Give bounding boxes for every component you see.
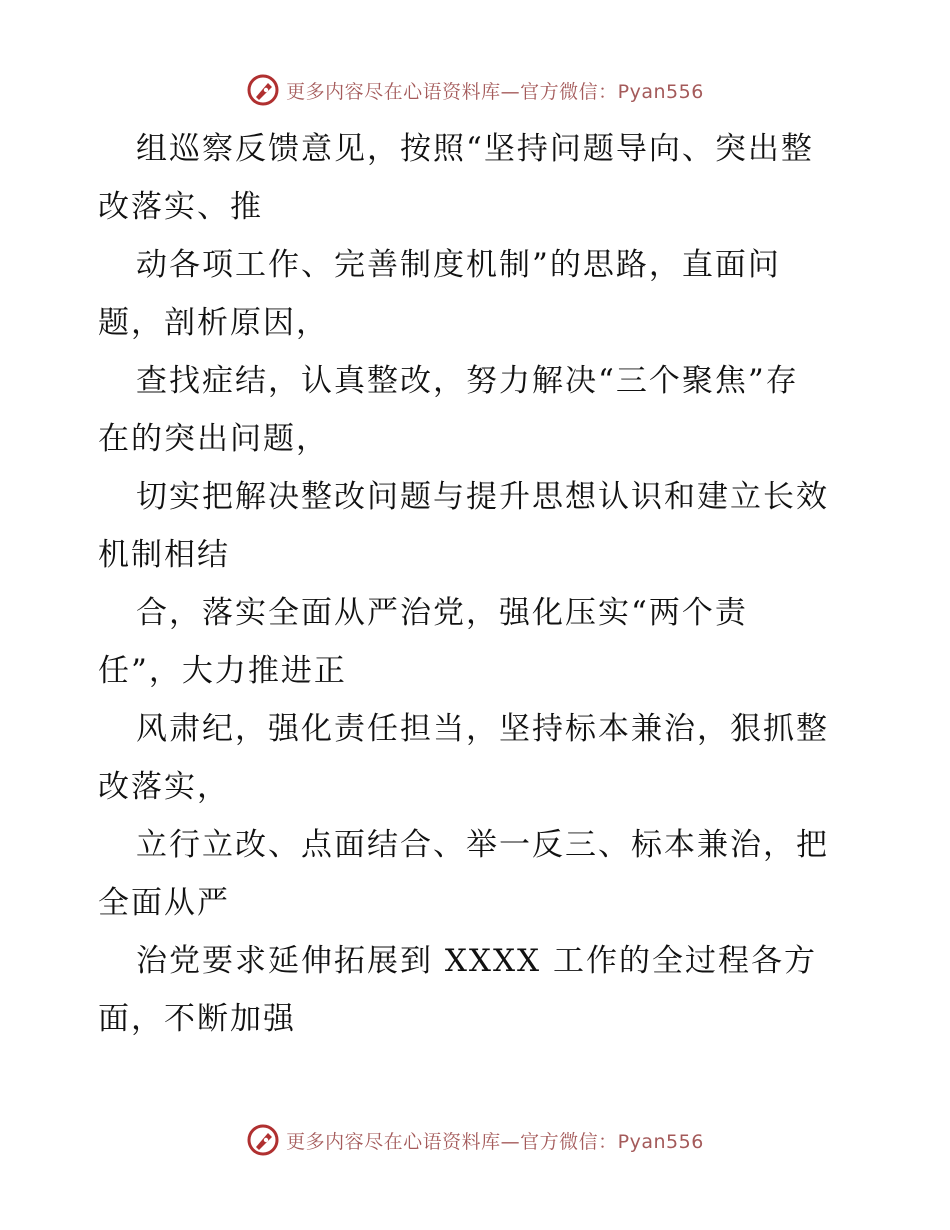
- pen-nib-seal-icon: [246, 1123, 280, 1157]
- text-line: 合，落实全面从严治党，强化压实“两个责: [136, 595, 748, 631]
- text-line: 组巡察反馈意见，按照“坚持问题导向、突出整: [136, 131, 814, 167]
- text-line: 任”，大力推进正: [98, 653, 347, 689]
- text-line: 改落实、推: [98, 189, 263, 225]
- text-line: 治党要求延伸拓展到 XXXX 工作的全过程各方: [136, 943, 817, 979]
- text-line: 改落实，: [98, 769, 230, 805]
- text-line: 题，剖析原因，: [98, 305, 329, 341]
- text-line: 查找症结，认真整改，努力解决“三个聚焦”存: [136, 363, 799, 399]
- pen-nib-seal-icon: [246, 73, 280, 107]
- text-line: 动各项工作、完善制度机制”的思路，直面问: [136, 247, 781, 283]
- text-line: 在的突出问题，: [98, 421, 329, 457]
- footer-banner-text: 更多内容尽在心语资料库—官方微信：Pyan556: [286, 1130, 704, 1153]
- text-line: 机制相结: [98, 537, 230, 573]
- footer-banner: [0, 1120, 950, 1160]
- text-line: 风肃纪，强化责任担当，坚持标本兼治，狠抓整: [136, 711, 829, 747]
- document-body: [98, 120, 858, 1048]
- text-line: 切实把解决整改问题与提升思想认识和建立长效: [136, 479, 829, 515]
- header-banner: [0, 70, 950, 110]
- header-banner-text: 更多内容尽在心语资料库—官方微信：Pyan556: [286, 80, 704, 103]
- text-line: 全面从严: [98, 885, 230, 921]
- text-line: 面，不断加强: [98, 1001, 296, 1037]
- text-line: 立行立改、点面结合、举一反三、标本兼治，把: [136, 827, 829, 863]
